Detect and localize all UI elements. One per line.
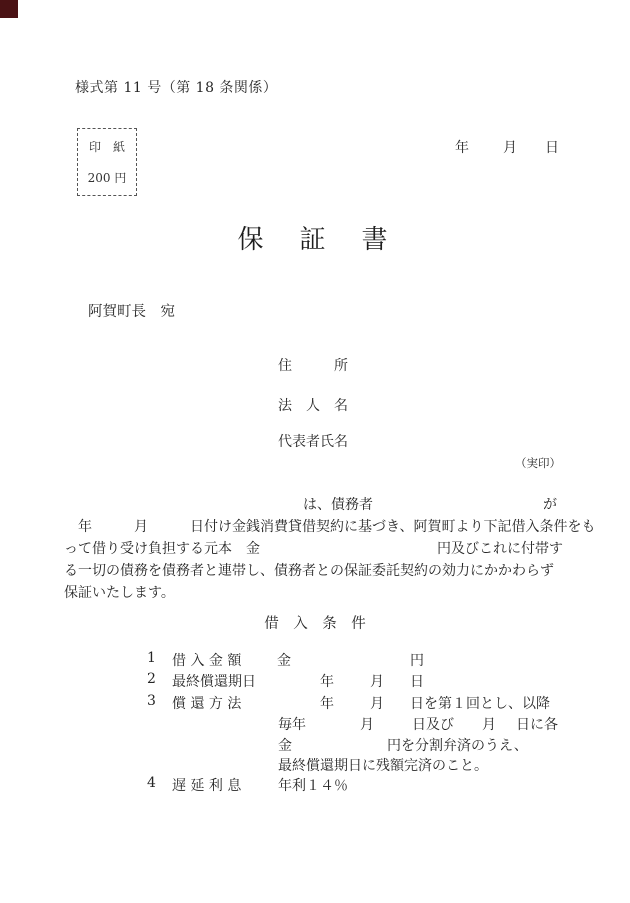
addressee: 阿賀町長 宛 — [88, 304, 175, 320]
item-3-year-label: 年 — [320, 696, 334, 712]
item-3-kin-label: 金 — [278, 738, 292, 754]
stamp-label: 印 紙 — [88, 140, 125, 154]
body-line-3-text: って借り受け負担する元本 金 — [64, 541, 260, 557]
contract-month-label: 月 — [134, 519, 148, 535]
form-number: 様式第 11 号（第 18 条関係） — [75, 80, 278, 96]
contract-year-label: 年 — [78, 519, 92, 535]
guarantor-lead-text: は、債務者 — [303, 497, 373, 513]
corporate-name-label: 法 人 名 — [278, 398, 348, 414]
item-3-final-settlement-text: 最終償還期日に残額完済のこと。 — [278, 758, 488, 774]
corner-mark — [0, 0, 18, 18]
item-3-number: 3 — [147, 693, 156, 709]
address-label: 住 所 — [278, 358, 348, 374]
item-3-day-and-label: 日及び — [412, 717, 454, 733]
item-3-installment-text: 円を分割弁済のうえ、 — [387, 738, 528, 754]
item-3-annual-label: 毎年 — [278, 717, 306, 733]
seal-note: （実印） — [515, 456, 561, 470]
item-2-year-label: 年 — [320, 674, 334, 690]
item-1-kin-label: 金 — [277, 653, 291, 669]
item-4-label: 遅 延 利 息 — [172, 778, 242, 794]
stamp-amount: 200 円 — [87, 171, 127, 185]
item-2-month-label: 月 — [370, 674, 384, 690]
item-1-number: 1 — [147, 650, 156, 666]
body-line-3-tail: 円及びこれに付帯す — [437, 541, 563, 557]
body-line-5-text: 保証いたします。 — [64, 585, 175, 601]
item-3-label: 償 還 方 法 — [172, 696, 242, 712]
conditions-heading: 借 入 条 件 — [264, 616, 366, 632]
representative-name-label: 代表者氏名 — [278, 434, 348, 450]
item-2-day-label: 日 — [410, 674, 424, 690]
item-2-number: 2 — [147, 671, 156, 687]
item-4-value: 年利１４％ — [278, 778, 348, 794]
item-1-yen-label: 円 — [410, 653, 424, 669]
item-3-day-each-label: 日に各 — [516, 717, 558, 733]
item-3-month-1-label: 月 — [360, 717, 374, 733]
revenue-stamp-box — [77, 128, 137, 196]
date-day-label: 日 — [545, 140, 559, 156]
item-3-month-label: 月 — [370, 696, 384, 712]
date-month-label: 月 — [503, 140, 517, 156]
item-1-label: 借 入 金 額 — [172, 653, 242, 669]
body-line-2-text: 日付け金銭消費貸借契約に基づき、阿賀町より下記借入条件をも — [190, 519, 596, 535]
document-title: 保 証 書 — [237, 225, 393, 255]
item-4-number: 4 — [147, 775, 156, 791]
date-year-label: 年 — [455, 140, 469, 156]
body-line-1-suffix: が — [543, 497, 557, 513]
item-3-month-2-label: 月 — [482, 717, 496, 733]
item-3-first-payment-text: 日を第１回とし、以降 — [410, 696, 550, 712]
body-line-4-text: る一切の債務を債務者と連帯し、債務者との保証委託契約の効力にかかわらず — [64, 563, 554, 579]
item-2-label: 最終償還期日 — [172, 674, 256, 690]
